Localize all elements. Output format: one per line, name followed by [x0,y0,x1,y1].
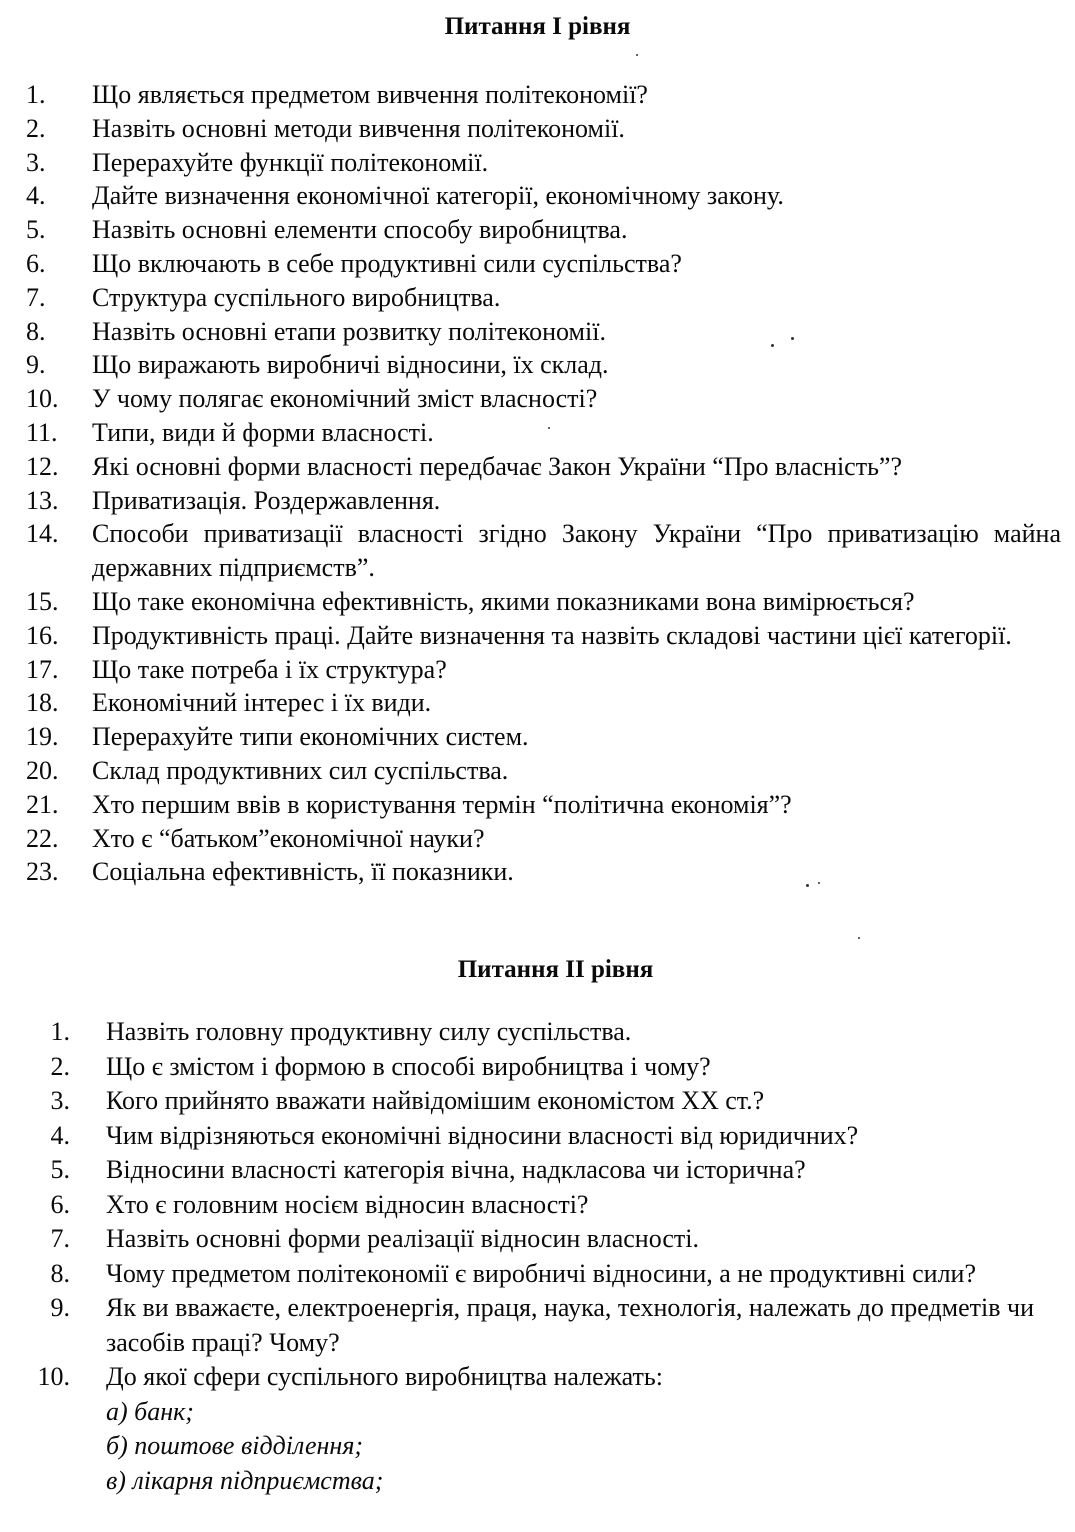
question-text: Відносини власності категорія вічна, надкласова чи історична? [106,1155,806,1184]
question-number: 20. [26,755,59,785]
section-1-question-list [26,78,1061,889]
question-number: 11. [26,417,58,447]
question-item [26,619,1061,653]
question-text: Перерахуйте функції політекономії. [92,147,489,177]
question-item [26,822,1061,856]
question-text: Що включають в себе продуктивні сили суспільства? [92,248,682,278]
question-number: 22. [26,823,59,853]
question-item [26,213,1061,247]
question-item [26,450,1061,484]
sub-item: б) поштове відділення; [106,1431,364,1460]
question-item [30,1257,1040,1292]
question-item [26,686,1061,720]
sub-item: а) банк; [106,1396,194,1426]
question-number: 5. [26,215,46,245]
question-text: Що виражають виробничі відносини, їх склад. [92,350,609,380]
question-item [26,315,1061,349]
question-item [26,382,1061,416]
scan-speck [806,884,809,887]
question-number: 23. [26,857,59,887]
question-text: До якої сфери суспільного виробництва належать: [106,1362,663,1391]
question-text: Назвіть основні етапи розвитку політекономії. [92,316,606,346]
question-number: 6. [50,1189,70,1219]
question-number: 17. [26,654,59,684]
question-number: 21. [26,789,59,819]
sub-item: в) лікарня підприємства; [106,1465,384,1495]
question-number: 10. [26,384,59,414]
question-number: 7. [50,1224,70,1253]
question-item [30,1291,1040,1360]
question-item [26,247,1061,281]
question-text: Як ви вважаєте, електроенергія, праця, наука, технологія, належать до предметів чи засобів праці? Чому? [106,1293,1035,1357]
question-text: Хто першим ввів в користування термін “політична економія”? [92,789,792,819]
question-number: 4. [50,1120,70,1150]
question-text: У чому полягає економічний зміст власності? [92,384,598,414]
question-number: 1. [50,1017,70,1046]
question-item [30,1050,1040,1085]
question-text: Структура суспільного виробництва. [92,282,501,312]
question-number: 19. [26,722,59,752]
question-item [26,112,1061,146]
question-number: 12. [26,451,59,481]
scan-speck [791,337,794,340]
question-item [30,1222,1040,1257]
question-number: 10. [37,1362,70,1391]
question-item [30,1084,1040,1119]
scan-speck [771,344,774,347]
question-item [26,517,1061,585]
question-item [26,179,1061,213]
question-item [26,855,1061,889]
question-number: 13. [26,485,59,515]
question-number: 18. [26,688,59,718]
question-item [30,1015,1040,1050]
question-text: Чому предметом політекономії є виробничі відносини, а не продуктивні сили? [106,1258,976,1288]
question-item [30,1119,1040,1154]
scan-speck [858,937,860,939]
question-item [26,585,1061,619]
question-number: 9. [26,350,46,380]
question-text: Приватизація. Роздержавлення. [92,485,441,515]
question-text: Типи, види й форми власності. [92,417,434,447]
question-text: Назвіть основні форми реалізації відносин власності. [106,1224,699,1253]
question-text: Способи приватизації власності згідно Закону України “Про приватизацію майна державних підприємств”. [92,519,1061,583]
question-number: 14. [26,519,59,549]
question-item [30,1360,1040,1498]
question-text: Назвіть основні елементи способу виробництва. [92,215,628,245]
section-2-question-list [30,1015,1040,1498]
question-text: Які основні форми власності передбачає Закон України “Про власність”? [92,451,903,481]
question-text: Кого прийнято вважати найвідомішим економістом XX ст.? [106,1086,765,1115]
question-item [26,653,1061,687]
question-text: Продуктивність праці. Дайте визначення та назвіть складові частини цієї категорії. [92,620,1012,650]
question-number: 7. [26,282,46,312]
question-item [26,78,1061,112]
question-number: 16. [26,620,59,650]
question-text: Соціальна ефективність, її показники. [92,857,514,887]
question-number: 8. [50,1258,70,1288]
question-item [26,484,1061,518]
section-1-title: Питання I рівня [444,13,631,40]
section-2-title: Питання II рівня [457,956,654,983]
question-text: Економічний інтерес і їх види. [92,688,432,718]
question-text: Що таке економічна ефективність, якими показниками вона вимірюється? [92,586,915,616]
scan-speck [548,427,550,429]
question-number: 4. [26,181,46,211]
question-text: Хто є головним носієм відносин власності? [106,1189,589,1219]
question-item [30,1153,1040,1188]
question-text: Що таке потреба і їх структура? [92,654,447,684]
question-number: 9. [50,1293,70,1322]
question-number: 1. [26,80,46,109]
question-number: 15. [26,586,59,616]
question-item [30,1188,1040,1223]
question-number: 2. [26,113,46,143]
question-number: 8. [26,316,46,346]
question-item [26,416,1061,450]
question-number: 3. [26,147,46,177]
question-item [26,146,1061,180]
question-item [26,348,1061,382]
scan-speck [636,54,638,56]
question-text: Назвіть головну продуктивну силу суспільства. [106,1017,632,1046]
question-number: 6. [26,248,46,278]
question-text: Хто є “батьком”економічної науки? [92,823,485,853]
question-number: 2. [50,1051,70,1081]
question-text: Чим відрізняються економічні відносини власності від юридичних? [106,1120,859,1150]
question-text: Що являється предметом вивчення політекономії? [92,80,648,109]
question-number: 3. [50,1086,70,1115]
question-item [26,281,1061,315]
question-text: Назвіть основні методи вивчення політекономії. [92,113,625,143]
scan-speck [818,882,820,884]
question-text: Що є змістом і формою в способі виробництва і чому? [106,1051,711,1081]
question-text: Дайте визначення економічної категорії, економічному закону. [92,181,784,211]
question-item [26,720,1061,754]
question-item [26,754,1061,788]
question-text: Склад продуктивних сил суспільства. [92,755,509,785]
question-item [26,788,1061,822]
question-number: 5. [50,1155,70,1184]
question-text: Перерахуйте типи економічних систем. [92,722,529,752]
